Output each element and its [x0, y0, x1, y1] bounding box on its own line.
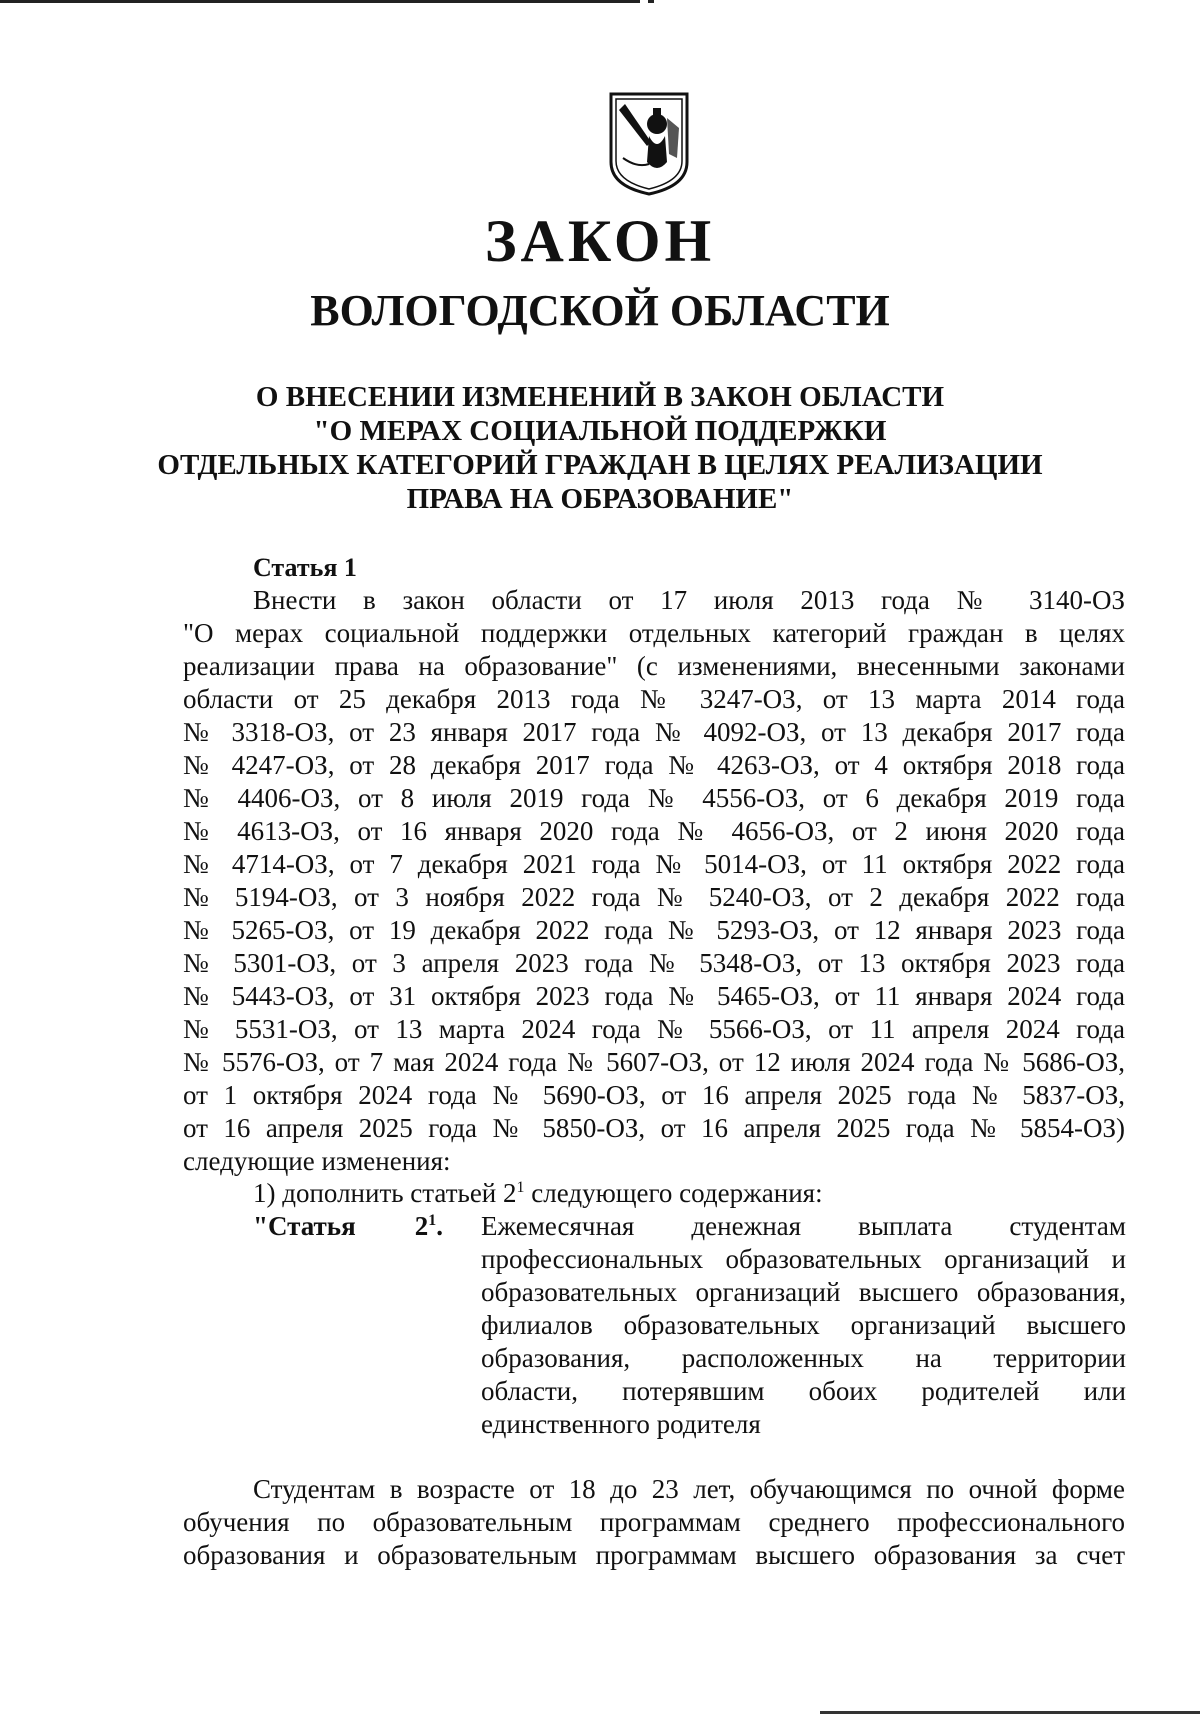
law-title-line: О ВНЕСЕНИИ ИЗМЕНЕНИЙ В ЗАКОН ОБЛАСТИ	[255, 381, 945, 413]
paragraph-line: Студентам в возрасте от 18 до 23 лет, обучающимся по очной форме	[253, 1474, 1125, 1504]
scan-edge-line-bottom	[820, 1711, 1200, 1714]
new-article-line: единственного родителя	[481, 1409, 761, 1439]
body-line: № 5265-ОЗ, от 19 декабря 2022 года № 5293-ОЗ, от 12 января 2023 года	[183, 915, 1125, 945]
law-title-line: ОТДЕЛЬНЫХ КАТЕГОРИЙ ГРАЖДАН В ЦЕЛЯХ РЕАЛИЗАЦИИ	[157, 449, 1043, 481]
coat-of-arms-icon	[607, 88, 691, 198]
body-line: от 16 апреля 2025 года № 5850-ОЗ, от 16 апреля 2025 года № 5854-ОЗ)	[183, 1113, 1125, 1143]
body-line: области от 25 декабря 2013 года № 3247-ОЗ, от 13 марта 2014 года	[183, 684, 1125, 714]
body-line: № 5443-ОЗ, от 31 октября 2023 года № 5465-ОЗ, от 11 января 2024 года	[183, 981, 1125, 1011]
new-article-line: области, потерявшим обоих родителей или	[481, 1376, 1126, 1406]
law-title	[150, 380, 1050, 516]
new-article-line: профессиональных образовательных организаций и	[481, 1244, 1126, 1274]
document-title: ЗАКОН	[484, 208, 716, 274]
scan-edge-mark	[648, 0, 654, 3]
body-line: № 5576-ОЗ, от 7 мая 2024 года № 5607-ОЗ, от 12 июля 2024 года № 5686-ОЗ,	[183, 1047, 1125, 1077]
body-line: № 4714-ОЗ, от 7 декабря 2021 года № 5014-ОЗ, от 11 октября 2022 года	[183, 849, 1125, 879]
body-line: реализации права на образование" (с изменениями, внесенными законами	[183, 651, 1125, 681]
item-text: 1) дополнить статьей 2	[253, 1178, 517, 1208]
body-line: № 3318-ОЗ, от 23 января 2017 года № 4092-ОЗ, от 13 декабря 2017 года	[183, 717, 1125, 747]
new-article-dot: .	[436, 1211, 443, 1241]
body-line: "О мерах социальной поддержки отдельных категорий граждан в целях	[183, 618, 1125, 648]
new-article-label	[253, 1210, 443, 1243]
article-body	[183, 584, 1125, 1178]
scan-edge-line	[0, 0, 640, 3]
new-article-word: "Статья	[253, 1211, 356, 1241]
item-superscript: 1	[516, 1179, 525, 1196]
body-line: № 4406-ОЗ, от 8 июля 2019 года № 4556-ОЗ, от 6 декабря 2019 года	[183, 783, 1125, 813]
new-article-num: 2	[414, 1211, 429, 1241]
new-article-line: филиалов образовательных организаций высшего	[481, 1310, 1126, 1340]
body-line: № 4613-ОЗ, от 16 января 2020 года № 4656-ОЗ, от 2 июня 2020 года	[183, 816, 1125, 846]
new-article-line: образования, расположенных на территории	[481, 1343, 1126, 1373]
law-title-line: "О МЕРАХ СОЦИАЛЬНОЙ ПОДДЕРЖКИ	[313, 415, 887, 447]
body-line: № 5531-ОЗ, от 13 марта 2024 года № 5566-ОЗ, от 11 апреля 2024 года	[183, 1014, 1125, 1044]
paragraph-line: образования и образовательным программам высшего образования за счет	[183, 1540, 1125, 1570]
document-subtitle: ВОЛОГОДСКОЙ ОБЛАСТИ	[310, 286, 890, 335]
law-title-line: ПРАВА НА ОБРАЗОВАНИЕ"	[406, 483, 794, 515]
body-line: № 5194-ОЗ, от 3 ноября 2022 года № 5240-ОЗ, от 2 декабря 2022 года	[183, 882, 1125, 912]
body-line: следующие изменения:	[183, 1146, 451, 1176]
new-article-title	[481, 1210, 1126, 1441]
item-text-tail: следующего содержания:	[524, 1178, 823, 1208]
body-line: № 5301-ОЗ, от 3 апреля 2023 года № 5348-ОЗ, от 13 октября 2023 года	[183, 948, 1125, 978]
new-article-sup: 1	[428, 1212, 437, 1229]
body-line: Внести в закон области от 17 июля 2013 года № 3140-ОЗ	[253, 585, 1125, 615]
new-article-line: Ежемесячная денежная выплата студентам	[481, 1211, 1126, 1241]
amendment-item-1	[253, 1177, 823, 1210]
body-line: от 1 октября 2024 года № 5690-ОЗ, от 16 апреля 2025 года № 5837-ОЗ,	[183, 1080, 1125, 1110]
new-article-number	[415, 1210, 443, 1243]
new-article-paragraph	[183, 1473, 1125, 1572]
body-line: № 4247-ОЗ, от 28 декабря 2017 года № 4263-ОЗ, от 4 октября 2018 года	[183, 750, 1125, 780]
new-article-line: образовательных организаций высшего образования,	[481, 1277, 1126, 1307]
article-heading: Статья 1	[253, 553, 357, 582]
paragraph-line: обучения по образовательным программам среднего профессионального	[183, 1507, 1125, 1537]
